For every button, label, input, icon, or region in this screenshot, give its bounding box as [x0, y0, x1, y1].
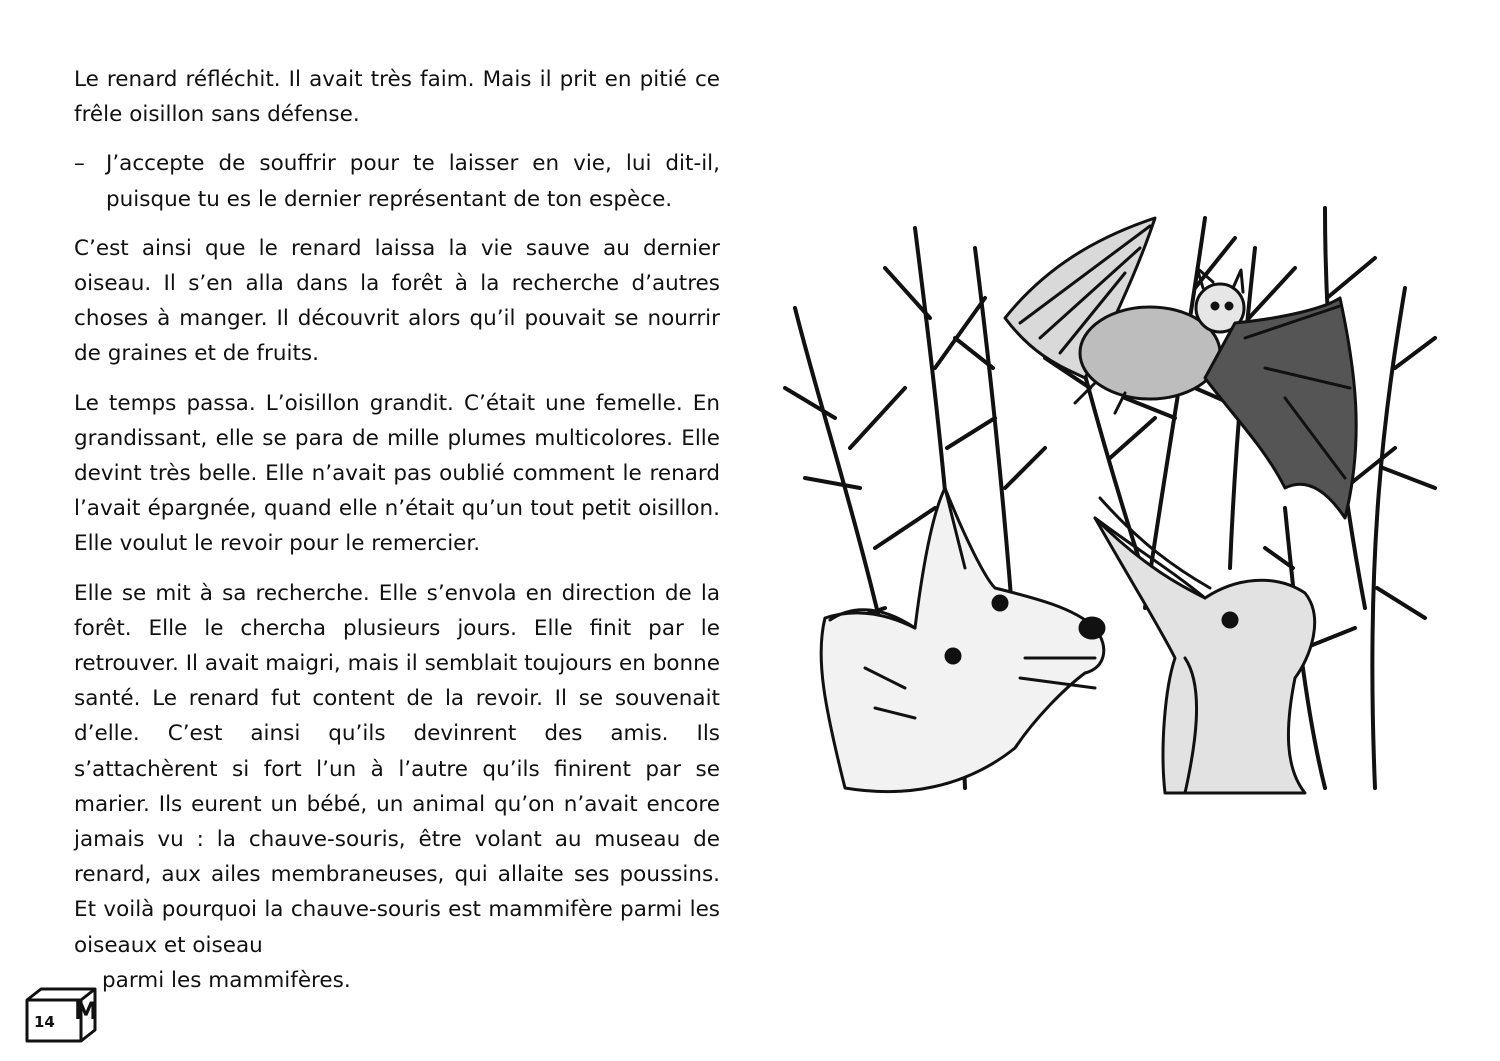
paragraph-2: C’est ainsi que le renard laissa la vie sauve au dernier oiseau. Il s’en alla dans la forêt à la recherche d’autres choses à manger. Il découvrit alors qu’il pouvait se nourrir de graines et de fruits. — [74, 235, 720, 367]
paragraph-3: Le temps passa. L’oisillon grandit. C’était une femelle. En grandissant, elle se para de mille plumes multicolores. Elle devint très belle. Elle n’avait pas oublié comment le renard l’avait épargnée, quand elle n’était qu’un tout petit oisillon. Elle voulut le revoir pour le remercier. — [74, 390, 720, 557]
dialogue-text: J’accepte de souffrir pour te laisser en vie, lui dit-il, puisque tu es le dernier représentant de ton espèce. — [106, 151, 720, 212]
dialogue-dash: – — [74, 151, 85, 177]
story-text — [74, 62, 720, 998]
bird — [1095, 498, 1315, 793]
paragraph-4 — [74, 576, 720, 963]
paragraph-1: Le renard réfléchit. Il avait très faim. Mais il prit en pitié ce frêle oisillon sans défense. — [74, 67, 720, 128]
illustration-bat-fox-bird — [765, 188, 1445, 798]
paragraph-4-last-line: parmi les mammifères. — [102, 967, 351, 993]
fox — [821, 488, 1104, 792]
publisher-logo-letter: M — [74, 997, 98, 1025]
page-number-badge — [24, 986, 98, 1044]
paragraph-4-text: Elle se mit à sa recherche. Elle s’envola en direction de la forêt. Elle le chercha plusieurs jours. Elle finit par le retrouver. Il avait maigri, mais il semblait toujours en bonne santé. Le renard fut content de la revoir. Il se souvenait d’elle. C’est ainsi qu’ils devinrent des amis. Ils s’attachèrent si fort l’un à l’autre qu’ils finirent par se marier. Ils eurent un bébé, un animal qu’on n’avait encore jamais vu : la chauve-souris, être volant au museau de renard, aux ailes membraneuses, qui allaite ses poussins. Et voilà pourquoi la chauve-souris est mammifère parmi les oiseaux et oiseau — [74, 580, 720, 958]
dialogue-line — [74, 146, 720, 216]
page-number: 14 — [34, 1013, 55, 1031]
